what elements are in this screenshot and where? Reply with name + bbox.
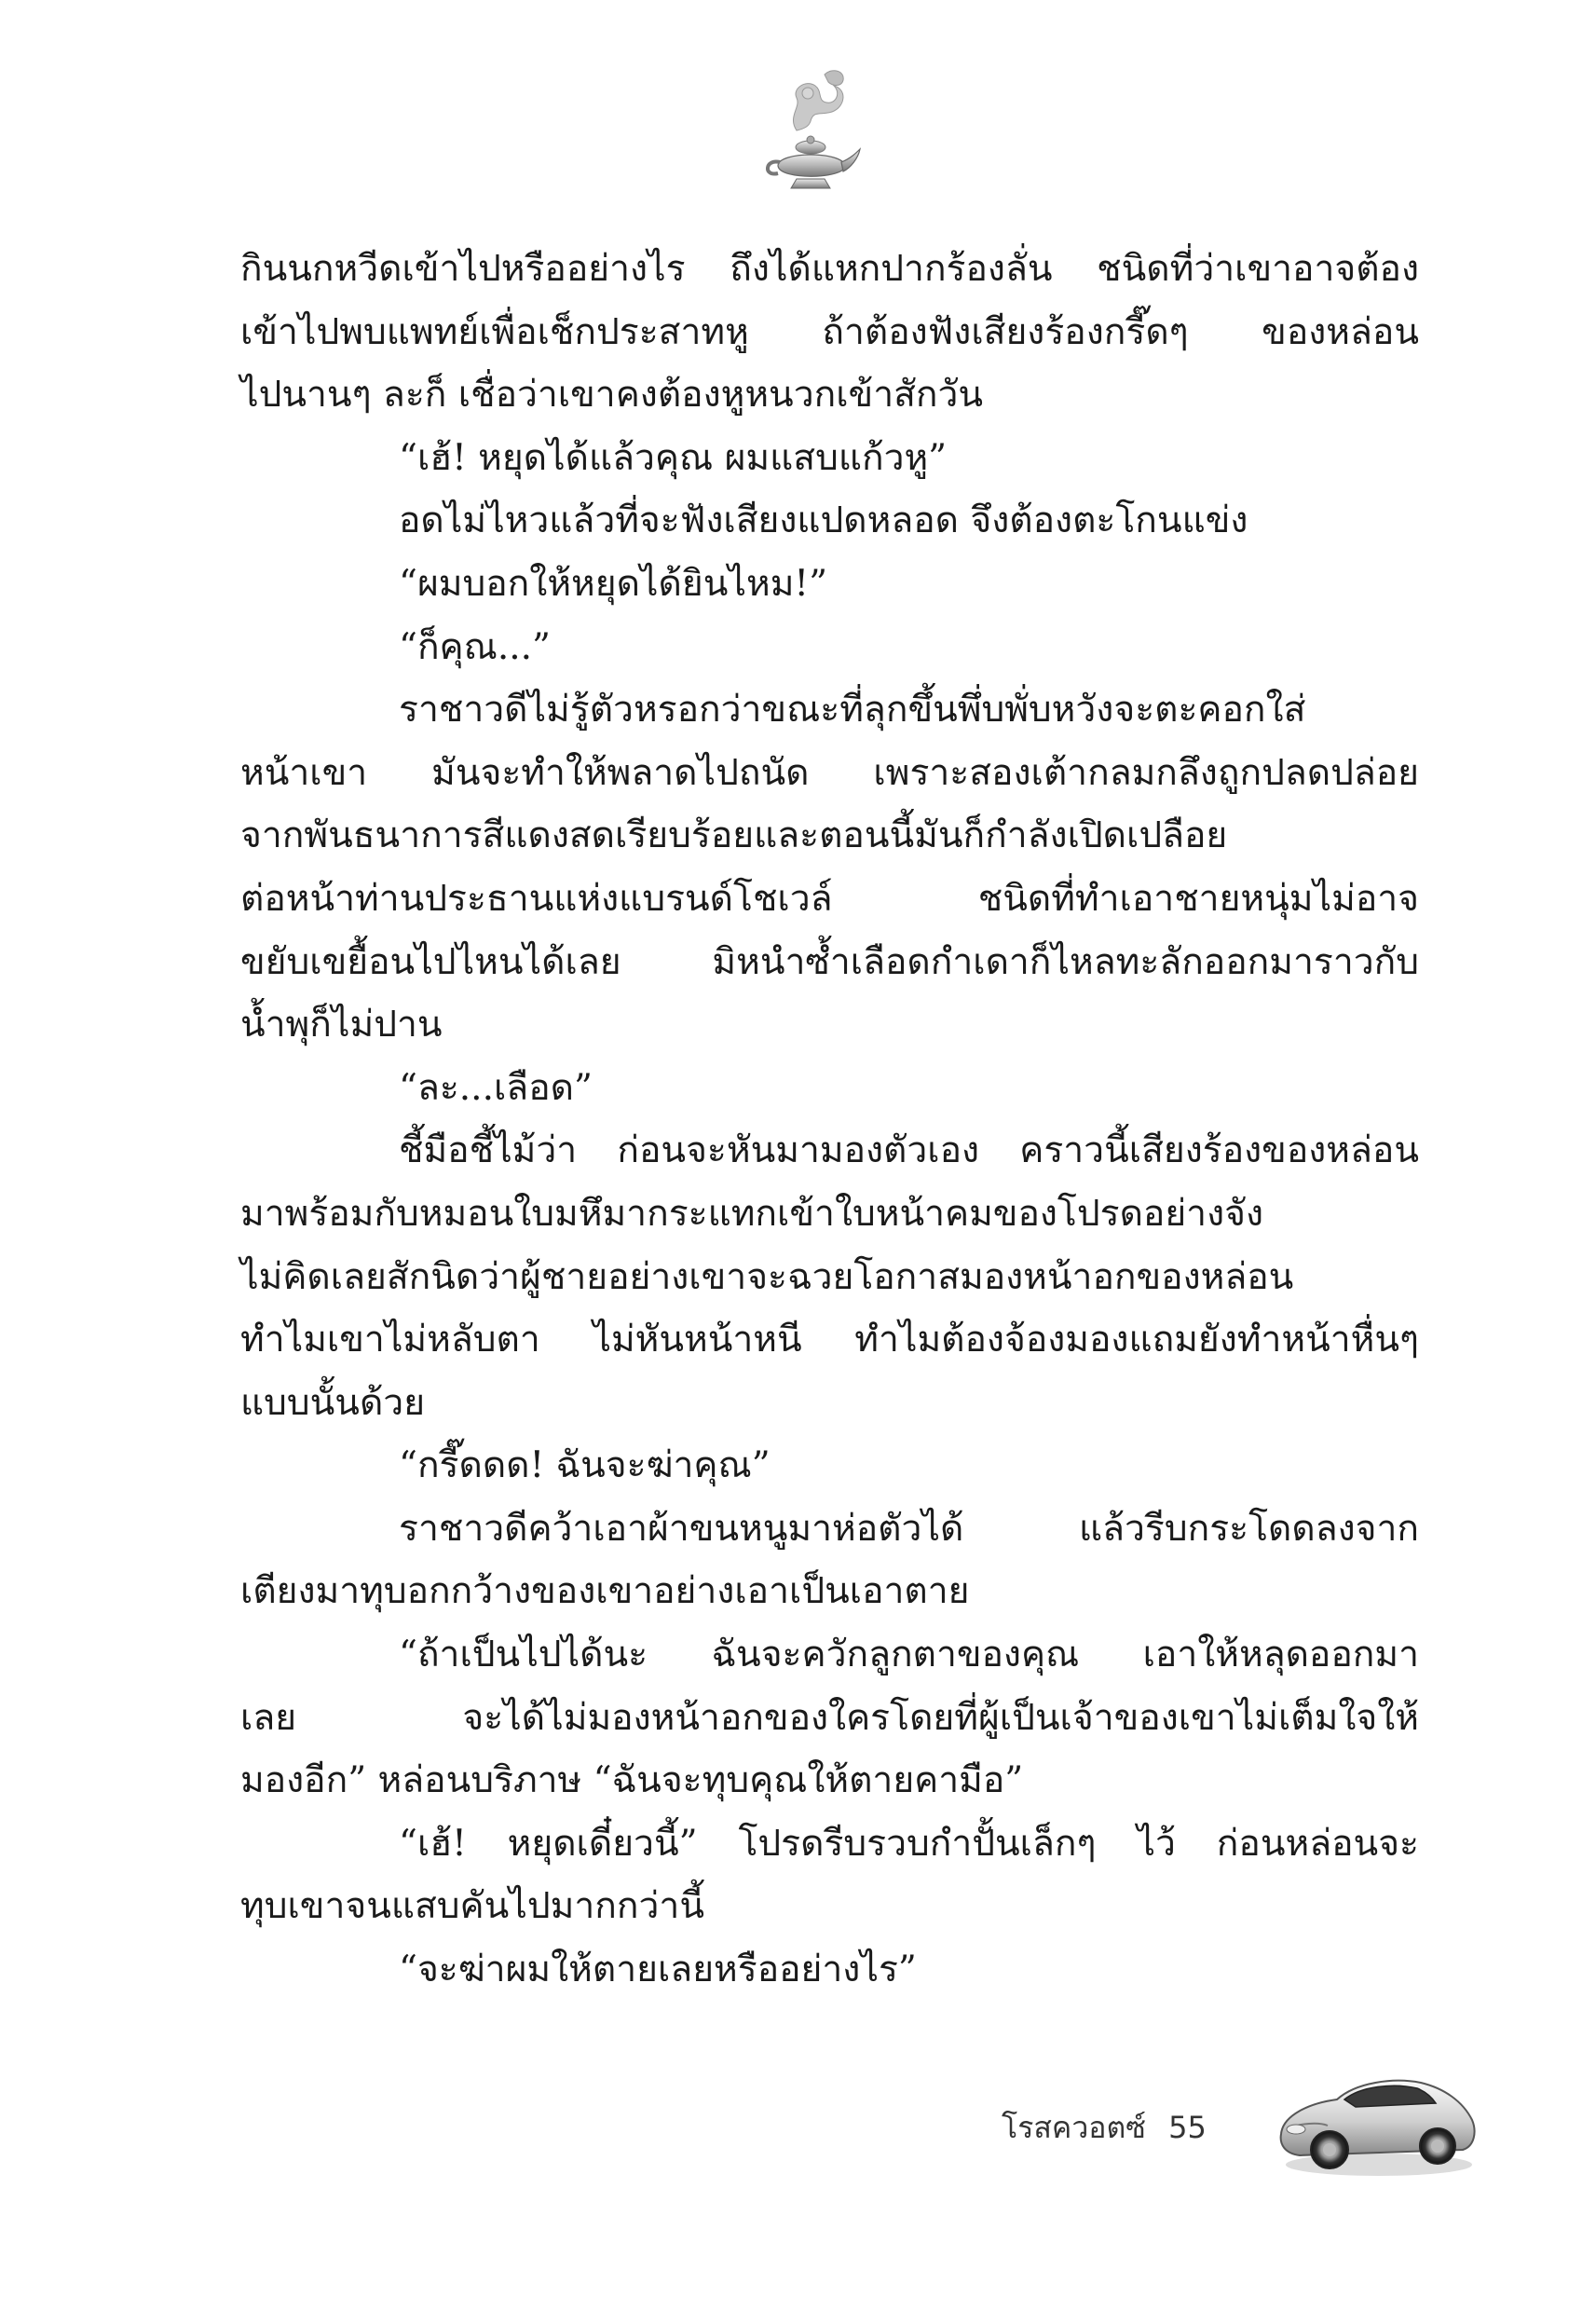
text-line: “ก็คุณ...” (399, 625, 551, 668)
body-text (240, 238, 1419, 2002)
running-title: โรสควอตซ์ (1002, 2110, 1146, 2145)
page-footer (1002, 2104, 1220, 2152)
text-line: “ถ้าเป็นไปได้นะ ฉันจะควักลูกตาของคุณ เอาให้หลุดออกมา (399, 1634, 1419, 1676)
text-line: หน้าเขา มันจะทำให้พลาดไปถนัด เพราะสองเต้ากลมกลึงถูกปลดปล่อย (240, 751, 1419, 794)
genie-lamp-icon (759, 65, 862, 205)
text-line: ทำไมเขาไม่หลับตา ไม่หันหน้าหนี ทำไมต้องจ้องมองแถมยังทำหน้าหื่นๆ (240, 1319, 1419, 1361)
page-number: 55 (1168, 2110, 1207, 2145)
text-line: กินนกหวีดเข้าไปหรืออย่างไร ถึงได้แหกปากร้องลั่น ชนิดที่ว่าเขาอาจต้อง (240, 248, 1419, 290)
sports-car-icon (1272, 2045, 1481, 2185)
text-line: เตียงมาทุบอกกว้างของเขาอย่างเอาเป็นเอาตาย (240, 1570, 970, 1613)
text-line: ชี้มือชี้ไม้ว่า ก่อนจะหันมามองตัวเอง คราวนี้เสียงร้องของหล่อน (399, 1129, 1419, 1172)
text-line: แบบนั้นด้วย (240, 1381, 426, 1424)
text-line: ไม่คิดเลยสักนิดว่าผู้ชายอย่างเขาจะฉวยโอกาสมองหน้าอกของหล่อน (240, 1255, 1294, 1298)
text-line: ต่อหน้าท่านประธานแห่งแบรนด์โชเวล์ ชนิดที่ทำเอาชายหนุ่มไม่อาจ (240, 877, 1419, 920)
text-line: “เฮ้! หยุดเดี๋ยวนี้” โปรดรีบรวบกำปั้นเล็กๆ ไว้ ก่อนหล่อนจะ (399, 1822, 1419, 1865)
text-line: เลย จะได้ไม่มองหน้าอกของใครโดยที่ผู้เป็นเจ้าของเขาไม่เต็มใจให้ (240, 1696, 1419, 1739)
text-line: อดไม่ไหวแล้วที่จะฟังเสียงแปดหลอด จึงต้องตะโกนแข่ง (399, 499, 1248, 542)
text-line: ราชาวดีคว้าเอาผ้าขนหนูมาห่อตัวได้ แล้วรีบกระโดดลงจาก (399, 1507, 1419, 1550)
text-line: ไปนานๆ ละก็ เชื่อว่าเขาคงต้องหูหนวกเข้าสักวัน (240, 374, 984, 417)
text-line: ขยับเขยื้อนไปไหนได้เลย มิหนำซ้ำเลือดกำเดาก็ไหลทะลักออกมาราวกับ (240, 940, 1419, 983)
text-line: มาพร้อมกับหมอนใบมหึมากระแทกเข้าใบหน้าคมของโปรดอย่างจัง (240, 1192, 1264, 1235)
text-line: “ผมบอกให้หยุดได้ยินไหม!” (399, 562, 828, 605)
text-line: จากพันธนาการสีแดงสดเรียบร้อยและตอนนี้มันก็กำลังเปิดเปลือย (240, 814, 1228, 857)
text-line: ทุบเขาจนแสบคันไปมากกว่านี้ (240, 1885, 704, 1928)
text-line: เข้าไปพบแพทย์เพื่อเช็กประสาทหู ถ้าต้องฟังเสียงร้องกรี๊ดๆ ของหล่อน (240, 310, 1419, 353)
text-line: มองอีก” หล่อนบริภาษ “ฉันจะทุบคุณให้ตายคามือ” (240, 1759, 1024, 1802)
text-line: “เฮ้! หยุดได้แล้วคุณ ผมแสบแก้วหู” (399, 436, 948, 479)
text-line: “จะฆ่าผมให้ตายเลยหรืออย่างไร” (399, 1949, 917, 1991)
text-line: ราชาวดีไม่รู้ตัวหรอกว่าขณะที่ลุกขึ้นพึ่บพั่บหวังจะตะคอกใส่ (399, 689, 1306, 732)
text-line: น้ำพุก็ไม่ปาน (240, 1004, 443, 1046)
text-line: “กรี๊ดดด! ฉันจะฆ่าคุณ” (399, 1444, 771, 1487)
text-line: “ละ...เลือด” (399, 1066, 593, 1109)
